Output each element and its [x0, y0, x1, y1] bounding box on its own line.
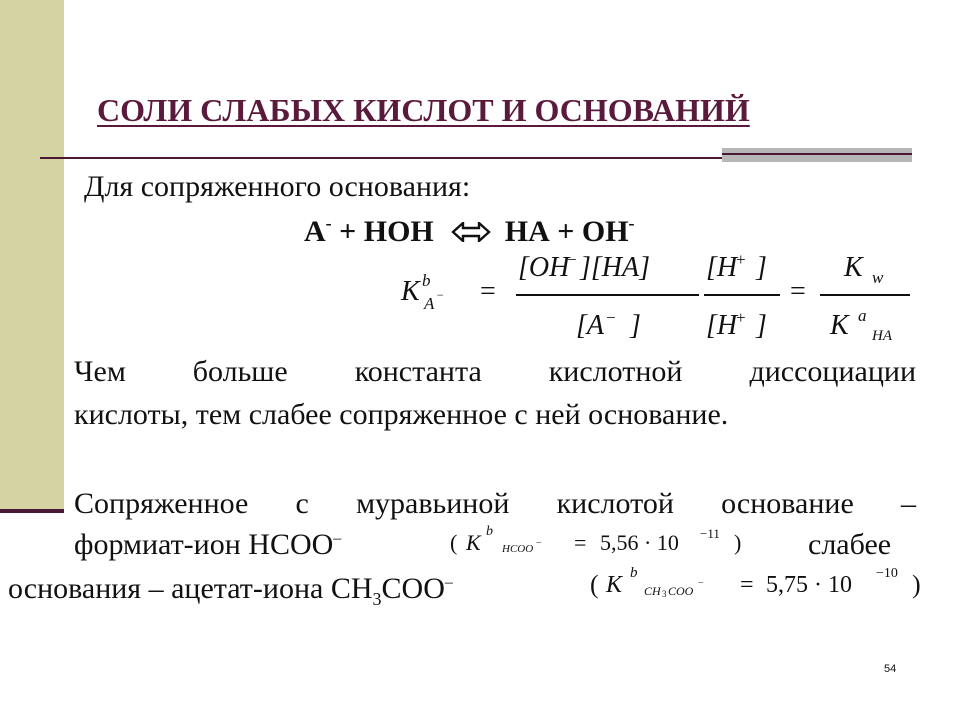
ka-sup: a: [858, 306, 867, 325]
acetate-sub-a: CH: [644, 584, 661, 598]
fraction-line-2: [704, 294, 780, 296]
formate-exp: −11: [700, 526, 720, 541]
formate-open: (: [450, 530, 458, 555]
divider-accent: [722, 148, 912, 162]
paragraph-2-line-2: [74, 528, 341, 562]
num1-a: [OH: [518, 252, 570, 283]
acetate-charge: –: [444, 574, 453, 591]
acetate-sub-3: 3: [662, 589, 667, 599]
formate-ion: формиат-ион НСОО: [74, 528, 334, 561]
acetate-sub-b: COO: [668, 584, 694, 598]
formate-sub: HCOO: [502, 543, 534, 555]
kb-sub-charge: −: [436, 288, 445, 302]
formate-sup: b: [486, 524, 493, 539]
hydrolysis-equation: [304, 213, 635, 249]
fraction-line-3: [820, 294, 910, 296]
acetate-sup: b: [630, 565, 638, 581]
acetate-exp: −10: [876, 566, 898, 581]
acetate-value: 5,75 · 10: [766, 572, 852, 598]
formate-charge: –: [333, 530, 342, 547]
kw-symbol: K: [844, 252, 863, 283]
acetate-prefix: основания – ацетат-иона СН: [8, 572, 373, 605]
eq-products: НА + ОН: [504, 215, 629, 248]
side-decor-bar: [0, 0, 64, 512]
den1-b: ]: [630, 310, 641, 341]
paragraph-2-line-3: [8, 572, 453, 610]
eq-anion-charge: -: [325, 213, 332, 233]
den1-charge: −: [605, 308, 617, 327]
acetate-k: K: [606, 572, 623, 598]
acetate-sub-charge: −: [698, 578, 704, 589]
acetate-close: ): [912, 570, 921, 599]
eq-oh-charge: -: [628, 213, 635, 233]
kb-sub: A: [424, 294, 435, 313]
num2-b: ]: [756, 252, 767, 283]
num2-charge: +: [736, 250, 746, 269]
kw-sub: w: [872, 268, 884, 287]
eq-anion: А: [304, 215, 326, 248]
intro-text: Для сопряженного основания:: [84, 170, 471, 203]
eq-water: + НОН: [339, 215, 434, 248]
base-constant-formula: [380, 248, 920, 348]
fraction-line-1: [516, 294, 699, 296]
formate-k: K: [466, 530, 481, 555]
acetate-open: (: [590, 570, 599, 599]
acetate-suffix: СОО: [381, 572, 445, 605]
den2-b: ]: [756, 310, 767, 341]
formate-sub-charge: −: [536, 538, 542, 549]
equals-sign-2: =: [790, 276, 806, 307]
kb-sup: b: [422, 271, 431, 290]
formate-eq: =: [574, 530, 587, 555]
equals-sign-1: =: [480, 276, 496, 307]
den1-a: [A: [576, 310, 604, 341]
weaker-word: слабее: [808, 528, 892, 561]
formate-close: ): [734, 530, 742, 555]
ka-sub: HA: [872, 328, 892, 344]
kb-symbol: K: [401, 276, 420, 307]
side-decor-rule: [0, 509, 64, 513]
page-number: 54: [884, 663, 897, 675]
paragraph-2-line-1: Сопряженное с муравьиной кислотой основание –: [74, 487, 916, 520]
num1-charge: −: [566, 250, 578, 269]
paragraph-1-line-2: кислоты, тем слабее сопряженное с ней основание.: [74, 398, 729, 431]
double-arrow-icon: [451, 222, 491, 242]
num1-b: ][HA]: [580, 252, 651, 283]
acetate-sub: 3: [372, 589, 382, 609]
num2-a: [H: [706, 252, 738, 283]
formate-value: 5,56 · 10: [600, 530, 679, 555]
paragraph-1-line-1: Чем больше константа кислотной диссоциации: [74, 355, 916, 388]
den2-charge: +: [736, 308, 746, 327]
acetate-eq: =: [740, 572, 754, 598]
den2-a: [H: [706, 310, 738, 341]
ka-symbol: K: [830, 310, 849, 341]
slide-title: СОЛИ СЛАБЫХ КИСЛОТ И ОСНОВАНИЙ: [97, 92, 750, 128]
